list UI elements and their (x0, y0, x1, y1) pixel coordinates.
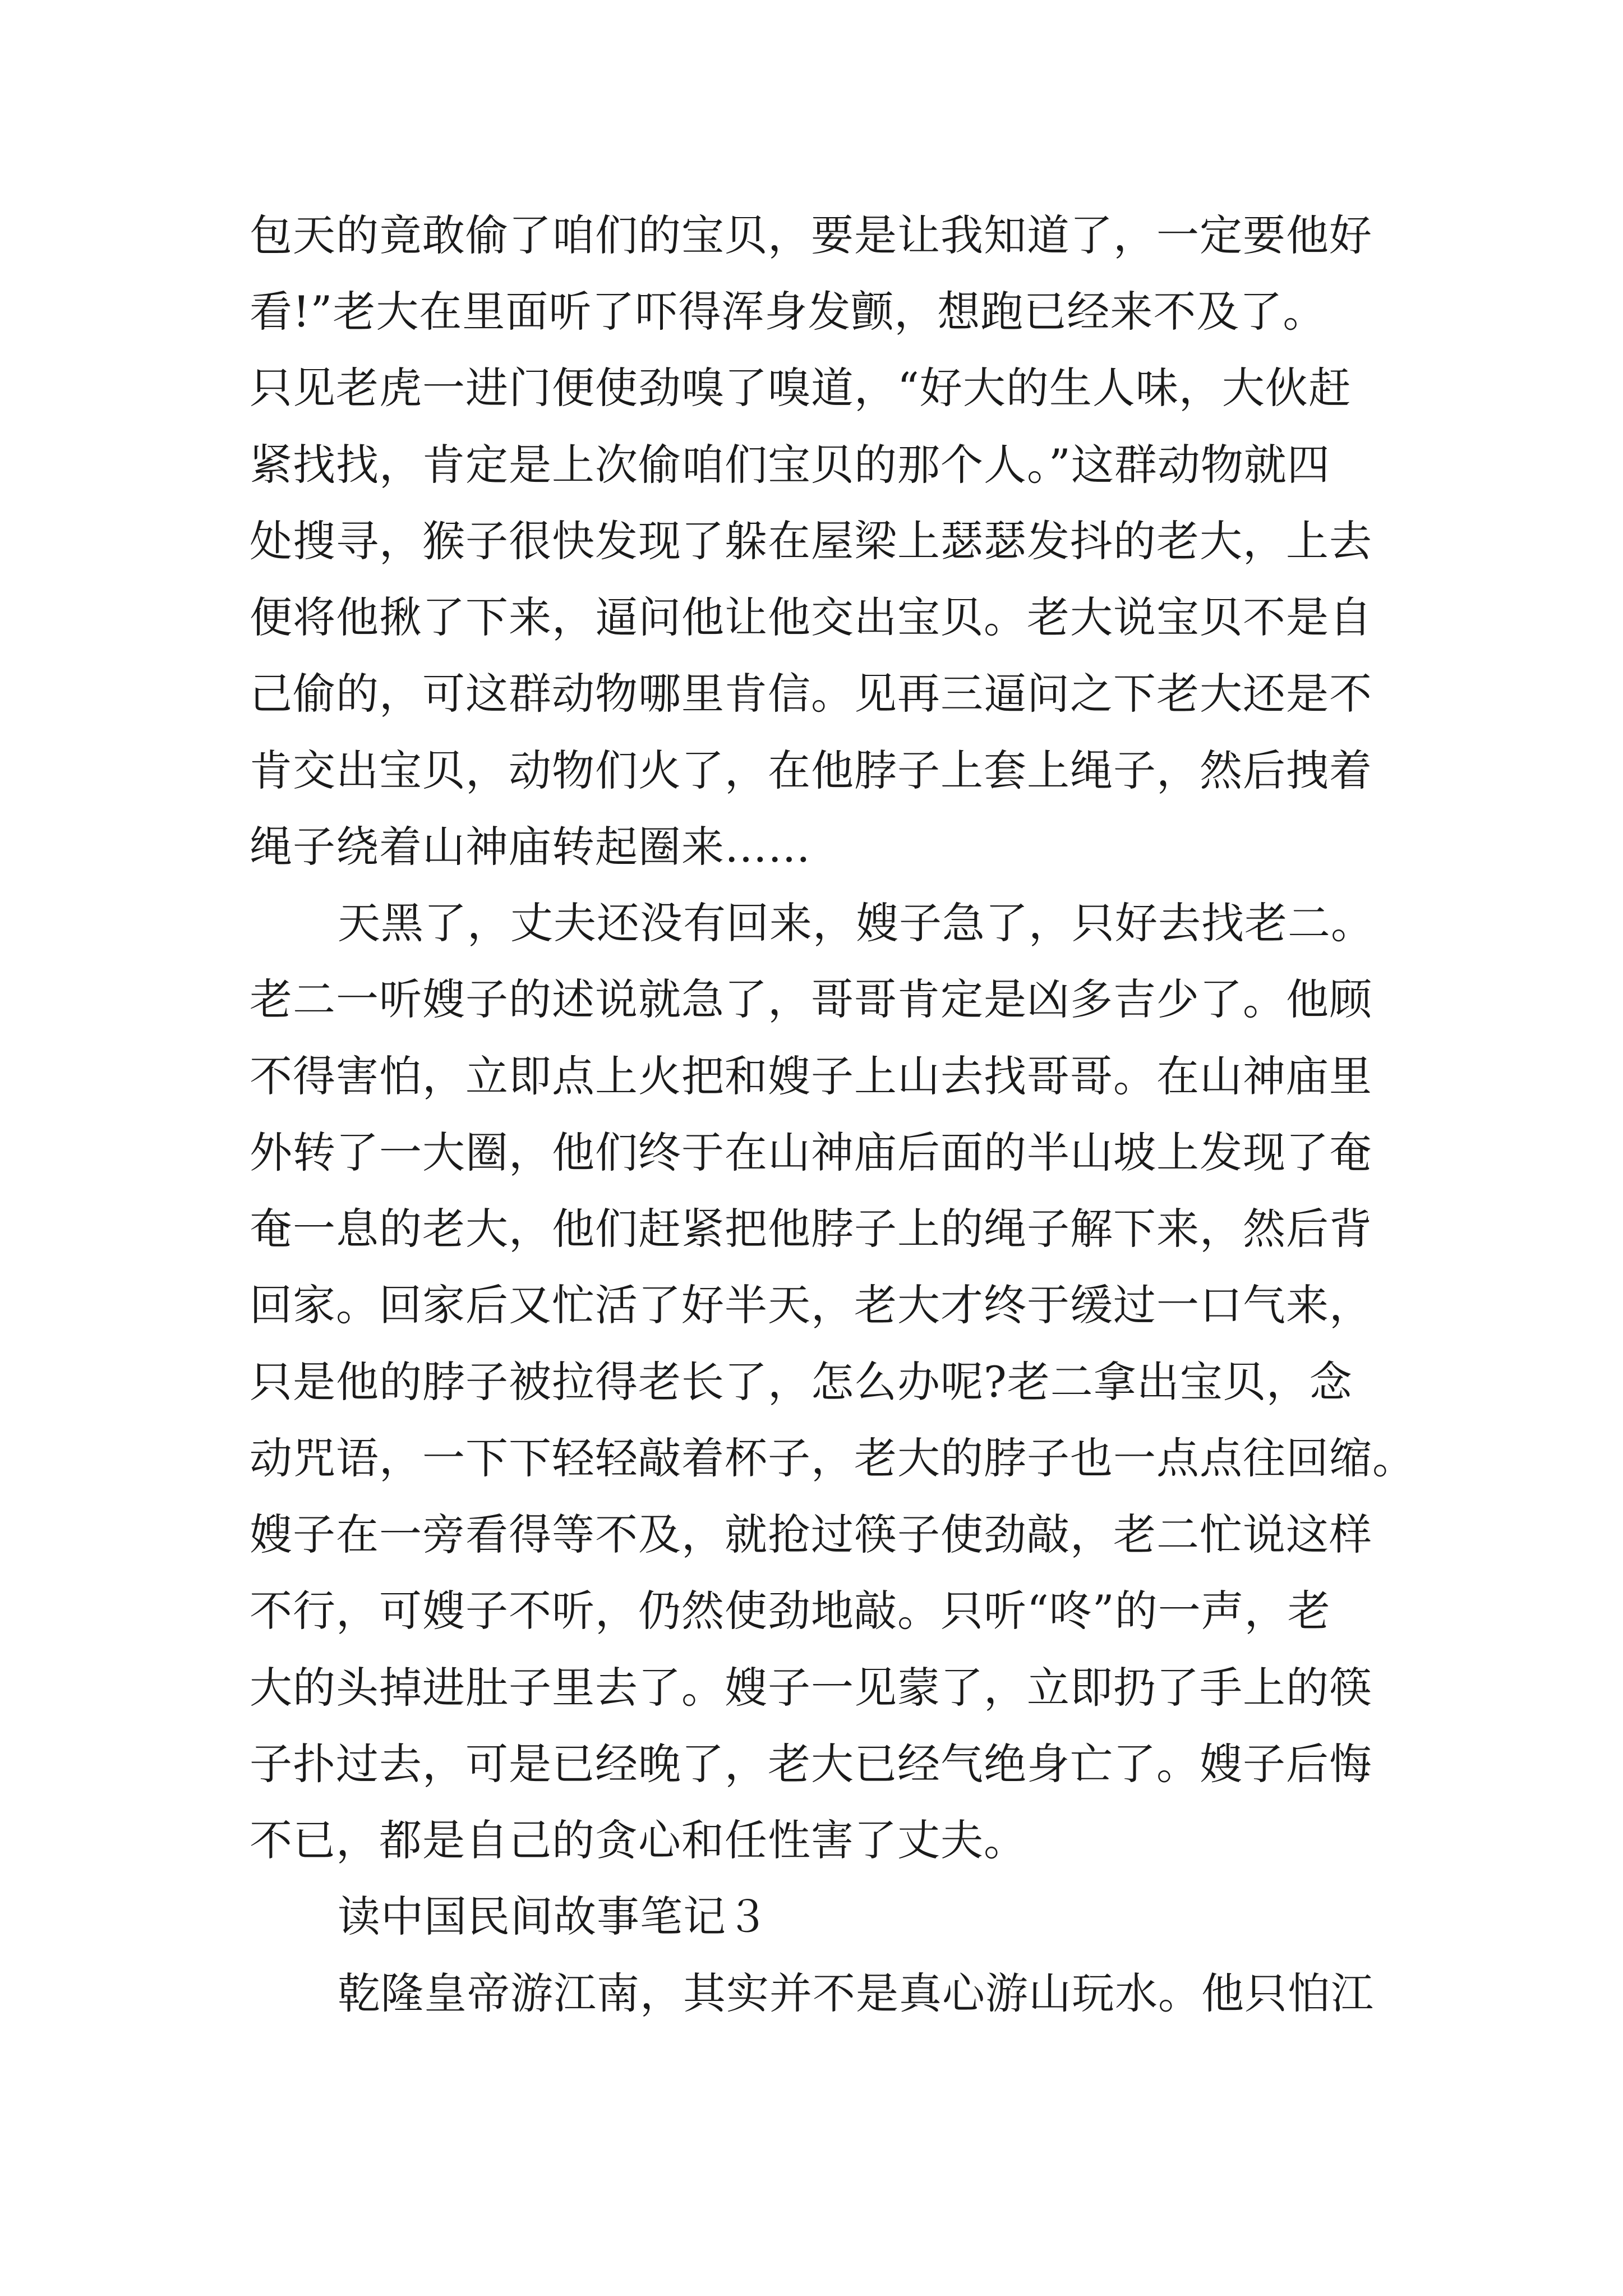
text-line: 包天的竟敢偷了咱们的宝贝，要是让我知道了，一定要他好 (250, 210, 1372, 260)
text-line: 不行，可嫂子不听，仍然使劲地敲。只听“咚”的一声，老 (250, 1586, 1331, 1636)
text-line: 动咒语，一下下轻轻敲着杯子，老大的脖子也一点点往回缩。 (250, 1433, 1415, 1483)
text-line: 肯交出宝贝，动物们火了，在他脖子上套上绳子，然后拽着 (250, 746, 1372, 795)
text-line: 奄一息的老大，他们赶紧把他脖子上的绳子解下来，然后背 (250, 1204, 1372, 1254)
text-line: 看!”老大在里面听了吓得浑身发颤，想跑已经来不及了。 (250, 287, 1326, 337)
text-line: 外转了一大圈，他们终于在山神庙后面的半山坡上发现了奄 (250, 1128, 1372, 1177)
text-line: 大的头掉进肚子里去了。嫂子一见蒙了，立即扔了手上的筷 (250, 1663, 1372, 1713)
section-heading: 读中国民间故事笔记３ (338, 1892, 769, 1941)
text-line: 不已，都是自己的贪心和任性害了丈夫。 (250, 1815, 1027, 1865)
text-line: 嫂子在一旁看得等不及，就抢过筷子使劲敲，老二忙说这样 (250, 1510, 1372, 1559)
text-line: 子扑过去，可是已经晚了，老大已经气绝身亡了。嫂子后悔 (250, 1739, 1372, 1789)
text-line: 老二一听嫂子的述说就急了，哥哥肯定是凶多吉少了。他顾 (250, 974, 1372, 1024)
text-line: 不得害怕，立即点上火把和嫂子上山去找哥哥。在山神庙里 (250, 1051, 1372, 1101)
text-line: 乾隆皇帝游江南，其实并不是真心游山玩水。他只怕江 (338, 1968, 1374, 2018)
text-line: 绳子绕着山神庙转起圈来…… (250, 822, 811, 872)
text-line: 天黑了，丈夫还没有回来，嫂子急了，只好去找老二。 (338, 898, 1374, 948)
text-line: 只是他的脖子被拉得老长了，怎么办呢?老二拿出宝贝，念 (250, 1357, 1353, 1407)
text-line: 己偷的，可这群动物哪里肯信。见再三逼问之下老大还是不 (250, 669, 1372, 719)
text-line: 回家。回家后又忙活了好半天，老大才终于缓过一口气来， (250, 1280, 1372, 1330)
text-line: 紧找找，肯定是上次偷咱们宝贝的那个人。”这群动物就四 (250, 440, 1330, 490)
text-line: 处搜寻，猴子很快发现了躲在屋梁上瑟瑟发抖的老大，上去 (250, 516, 1372, 566)
text-line: 只见老虎一进门便使劲嗅了嗅道，“好大的生人味，大伙赶 (250, 363, 1352, 413)
text-line: 便将他揪了下来，逼问他让他交出宝贝。老大说宝贝不是自 (250, 592, 1372, 642)
